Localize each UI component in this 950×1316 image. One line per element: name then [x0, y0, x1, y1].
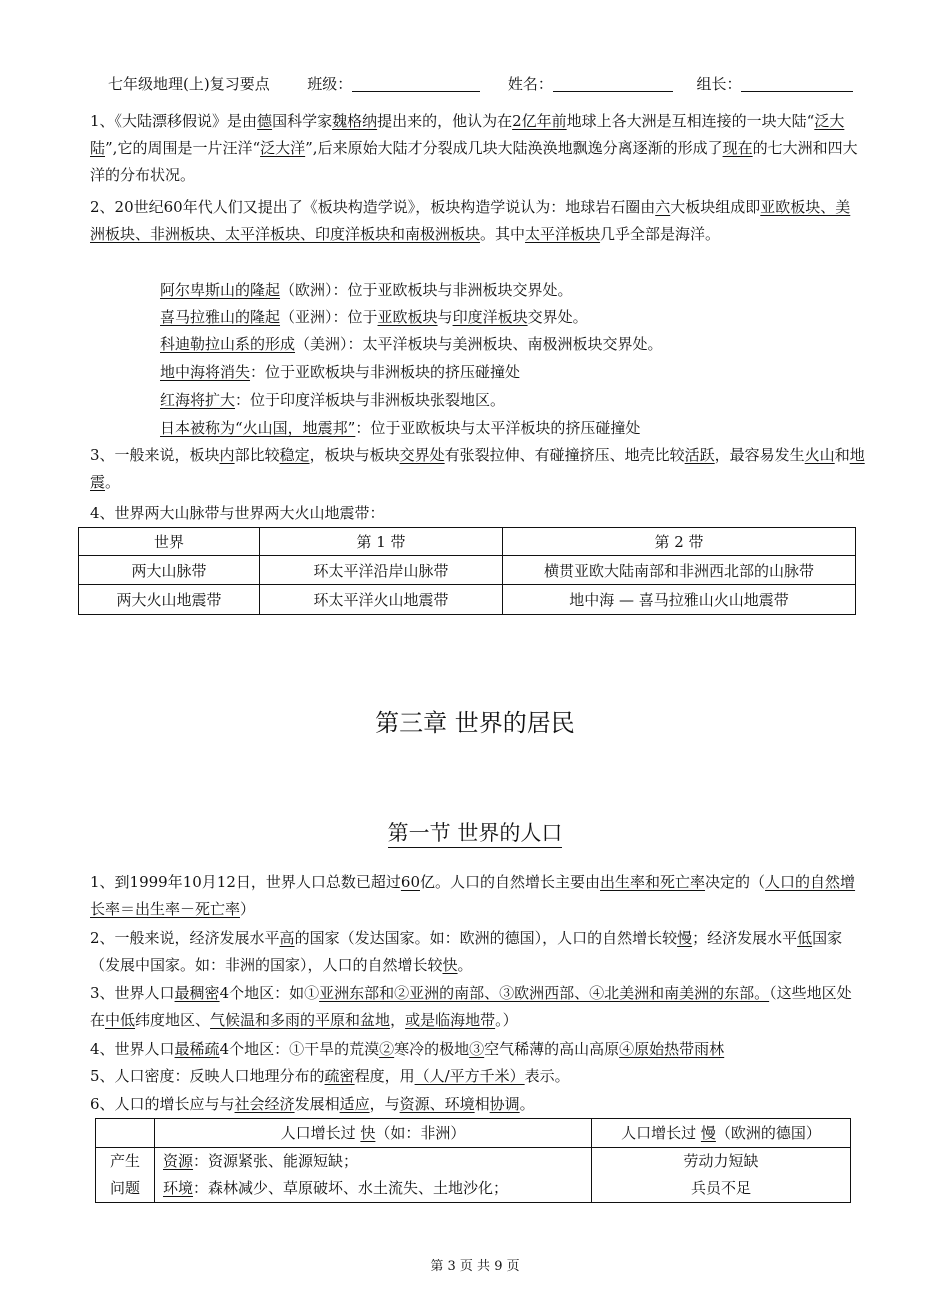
item-red-sea: 红海将扩大：位于印度洋板块与非洲板块张裂地区。: [160, 391, 506, 409]
leader-label: 组长：: [696, 75, 742, 93]
table-header-cell: 第 2 带: [503, 528, 856, 556]
table-header-cell: 世界: [79, 528, 260, 556]
paragraph-plate-tectonics: 2、20世纪60年代人们又提出了《板块构造学说》，板块构造学说认为：地球岩石圈由六大板块组成即亚欧板块、美洲板块、非洲板块、太平洋板块、印度洋板块和南极洲板块。其中太平洋板块几乎全部是海洋。: [90, 198, 851, 243]
table-cell: 地中海 — 喜马拉雅山火山地震带: [503, 585, 856, 615]
section-title: 第一节 世界的人口: [0, 817, 950, 847]
table-cell: 两大火山地震带: [79, 585, 260, 615]
paragraph-continental-drift: 1、《大陆漂移假说》是由德国科学家魏格纳提出来的，他认为在2亿年前地球上各大洲是互相连接的一块大陆“泛大陆”,它的周围是一片汪洋“泛大洋”,后来原始大陆才分裂成几块大陆涣涣地飘逸分离逐渐的形成了现在的七大洲和四大洋的分布状况。: [90, 112, 858, 184]
item-cordillera: 科迪勒拉山系的形成（美洲）：太平洋板块与美洲板块、南极洲板块交界处。: [160, 335, 663, 353]
paragraph-dense-areas: 3、世界人口最稠密4个地区：如①亚洲东部和②亚洲的南部、③欧洲西部、④北美洲和南美洲的东部。（这些地区处在中低纬度地区、气候温和多雨的平原和盆地，或是临海地带。）: [90, 984, 852, 1029]
table-cell: 资源：资源紧张、能源短缺； 环境：森林减少、草原破坏、水土流失、土地沙化；: [155, 1148, 592, 1203]
table-header-cell: 人口增长过 快（如：非洲）: [155, 1119, 592, 1148]
table-header-cell: 第 1 带: [260, 528, 503, 556]
name-label: 姓名：: [507, 75, 553, 93]
item-mediterranean: 地中海将消失：位于亚欧板块与非洲板块的挤压碰撞处: [160, 363, 521, 381]
table-cell: 劳动力短缺 兵员不足: [592, 1148, 851, 1203]
item-alps: 阿尔卑斯山的隆起（欧洲）：位于亚欧板块与非洲板块交界处。: [160, 281, 573, 299]
table-corner-cell: [96, 1119, 155, 1148]
table-row: [79, 556, 856, 585]
worksheet-title: 七年级地理(上)复习要点: [108, 75, 270, 93]
paragraph-population-total: 1、到1999年10月12日，世界人口总数已超过60亿。人口的自然增长主要由出生率和死亡率决定的（人口的自然增长率＝出生率－死亡率）: [90, 873, 856, 918]
paragraph-economy-growth: 2、一般来说，经济发展水平高的国家（发达国家。如：欧洲的德国），人口的自然增长较慢；经济发展水平低国家（发展中国家。如：非洲的国家），人口的自然增长较快。: [90, 929, 843, 974]
table-row: [96, 1148, 851, 1203]
growth-problems-table: [95, 1118, 851, 1203]
item-japan: 日本被称为“火山国，地震邦”：位于亚欧板块与太平洋板块的挤压碰撞处: [160, 419, 641, 437]
table-header-row: [96, 1119, 851, 1148]
paragraph-belts: 4、世界两大山脉带与世界两大火山地震带：: [90, 504, 385, 522]
class-label: 班级：: [307, 75, 353, 93]
paragraph-plate-boundaries: 3、一般来说，板块内部比较稳定，板块与板块交界处有张裂拉伸、有碰撞挤压、地壳比较活跃，最容易发生火山和地震。: [90, 446, 865, 491]
class-blank[interactable]: [352, 75, 480, 92]
table-cell: 两大山脉带: [79, 556, 260, 585]
chapter-title: 第三章 世界的居民: [375, 709, 575, 737]
item-himalaya: 喜马拉雅山的隆起（亚洲）：位于亚欧板块与印度洋板块交界处。: [160, 308, 588, 326]
page-footer: 第 3 页 共 9 页: [430, 1259, 520, 1274]
table-header-row: [79, 528, 856, 556]
leader-blank[interactable]: [741, 75, 853, 92]
paragraph-sparse-areas: 4、世界人口最稀疏4个地区：①干旱的荒漠②寒冷的极地③空气稀薄的高山高原④原始热带雨林: [90, 1040, 725, 1058]
table-header-cell: 人口增长过 慢（欧洲的德国）: [592, 1119, 851, 1148]
paragraph-coordination: 6、人口的增长应与与社会经济发展相适应，与资源、环境相协调。: [90, 1095, 535, 1113]
table-row: [79, 585, 856, 615]
table-cell: 环太平洋沿岸山脉带: [260, 556, 503, 585]
table-cell: 横贯亚欧大陆南部和非洲西北部的山脉带: [503, 556, 856, 585]
table-row-label: 产生 问题: [96, 1148, 155, 1203]
table-cell: 环太平洋火山地震带: [260, 585, 503, 615]
paragraph-density: 5、人口密度：反映人口地理分布的疏密程度，用（人/平方千米）表示。: [90, 1067, 570, 1085]
belts-table: [78, 527, 856, 615]
worksheet-header: [108, 73, 853, 94]
name-blank[interactable]: [553, 75, 673, 92]
